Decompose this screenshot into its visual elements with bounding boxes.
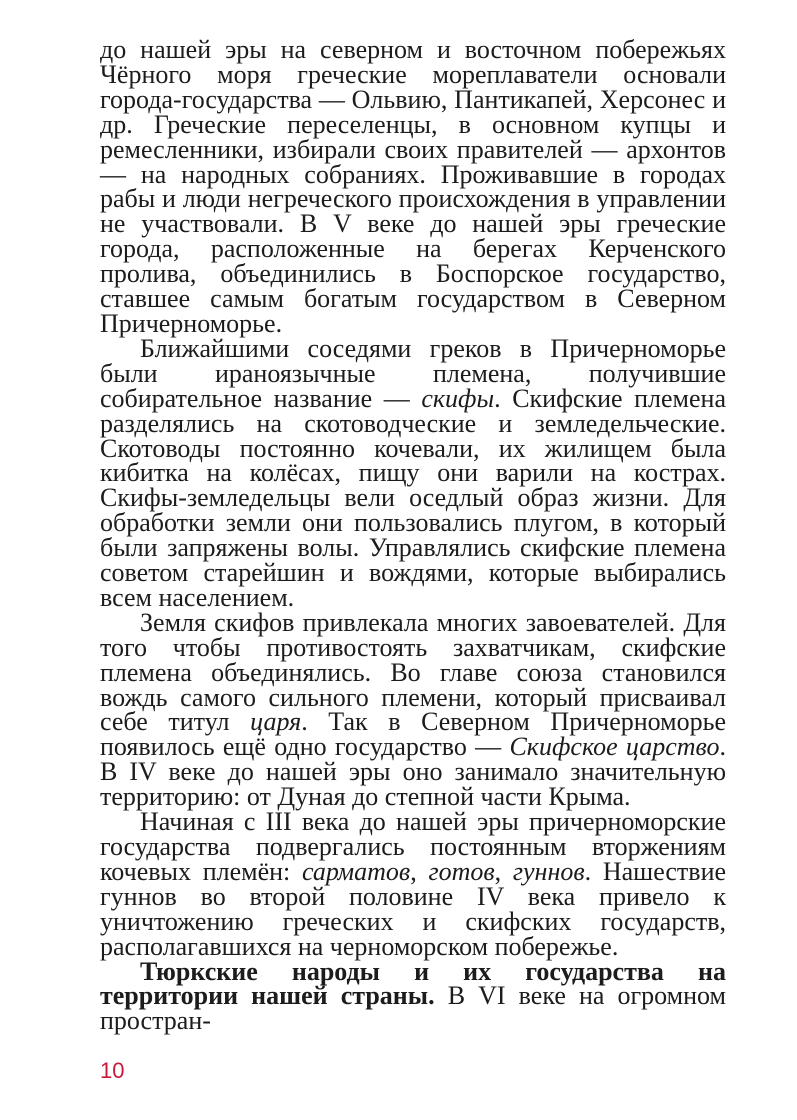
emphasized-term: скифы [421,383,495,413]
emphasized-term: гуннов [512,856,585,886]
paragraph-turkic-peoples [100,956,726,1036]
text-segment: , [494,856,513,886]
text-segment: . Скифские племена разделялись на скотоводческие и земледельческие. Скотоводы постоянно кочевали, их жилищем была кибитка на колёсах, пищу они варили на кострах. Скифы-земледельцы вели оседлый образ жизни. Для обработки земли они пользовались плугом, в который были запряжены волы. Управлялись скифские племена советом старейшин и вождями, которые выбирались всем населением. [100,383,726,612]
emphasized-term: Скифское царство [509,732,720,762]
paragraph-nomad-invasions [100,807,727,961]
emphasized-term: царя [250,707,302,737]
text-segment: . Нашествие гуннов во второй половине IV века привело к уничтожению греческих и скифских государств, располагавшихся на черноморском побережье. [100,856,727,961]
emphasized-term: сарматов [301,856,411,886]
text-segment: . Так в Северном Причерноморье появилось ещё одно государство — [100,707,727,762]
text-segment: . В IV веке до нашей эры оно занимало значительную территорию: от Дуная до степной части Крыма. [100,732,727,812]
text-segment: Начиная с III века до нашей эры причерноморские государства подвергались постоянным вторжениям кочевых племён: [100,807,726,886]
text-segment: , [410,856,429,886]
emphasized-term: готов [428,856,495,886]
text-segment: до нашей эры на северном и восточном побережьях Чёрного моря греческие мореплаватели основали города-государства — Ольвию, Пантикапей, Херсонес и др. Греческие переселенцы, в основном купцы и ремесленники, избирали своих правителей — архонтов — на народных собраниях. Проживавшие в городах рабы и люди негреческого происхождения в управлении не участвовали. В V веке до нашей эры греческие города, расположенные на берегах Керченского пролива, объединились в Боспорское государство, ставшее самым богатым государством в Северном Причерноморье. [100,35,726,338]
bold-heading: Тюркские народы и их государства на территории нашей страны. [100,956,726,1011]
paragraph-scythians [100,333,726,612]
page-number: 10 [100,1058,125,1083]
paragraph-scythian-kingdom [100,607,727,812]
text-segment: Ближайшими соседями греков в Причерноморье были ираноязычные племена, получившие собирательное название — [100,333,726,413]
text-segment: В VI веке на огромном простран- [100,981,726,1036]
page-body [100,35,727,1036]
paragraph-greek-colonies [100,35,726,338]
text-segment: Земля скифов привлекала многих завоевателей. Для того чтобы противостоять захватчикам, скифские племена объединялись. Во главе союза становился вождь самого сильного племени, который присваивал себе титул [100,607,726,737]
